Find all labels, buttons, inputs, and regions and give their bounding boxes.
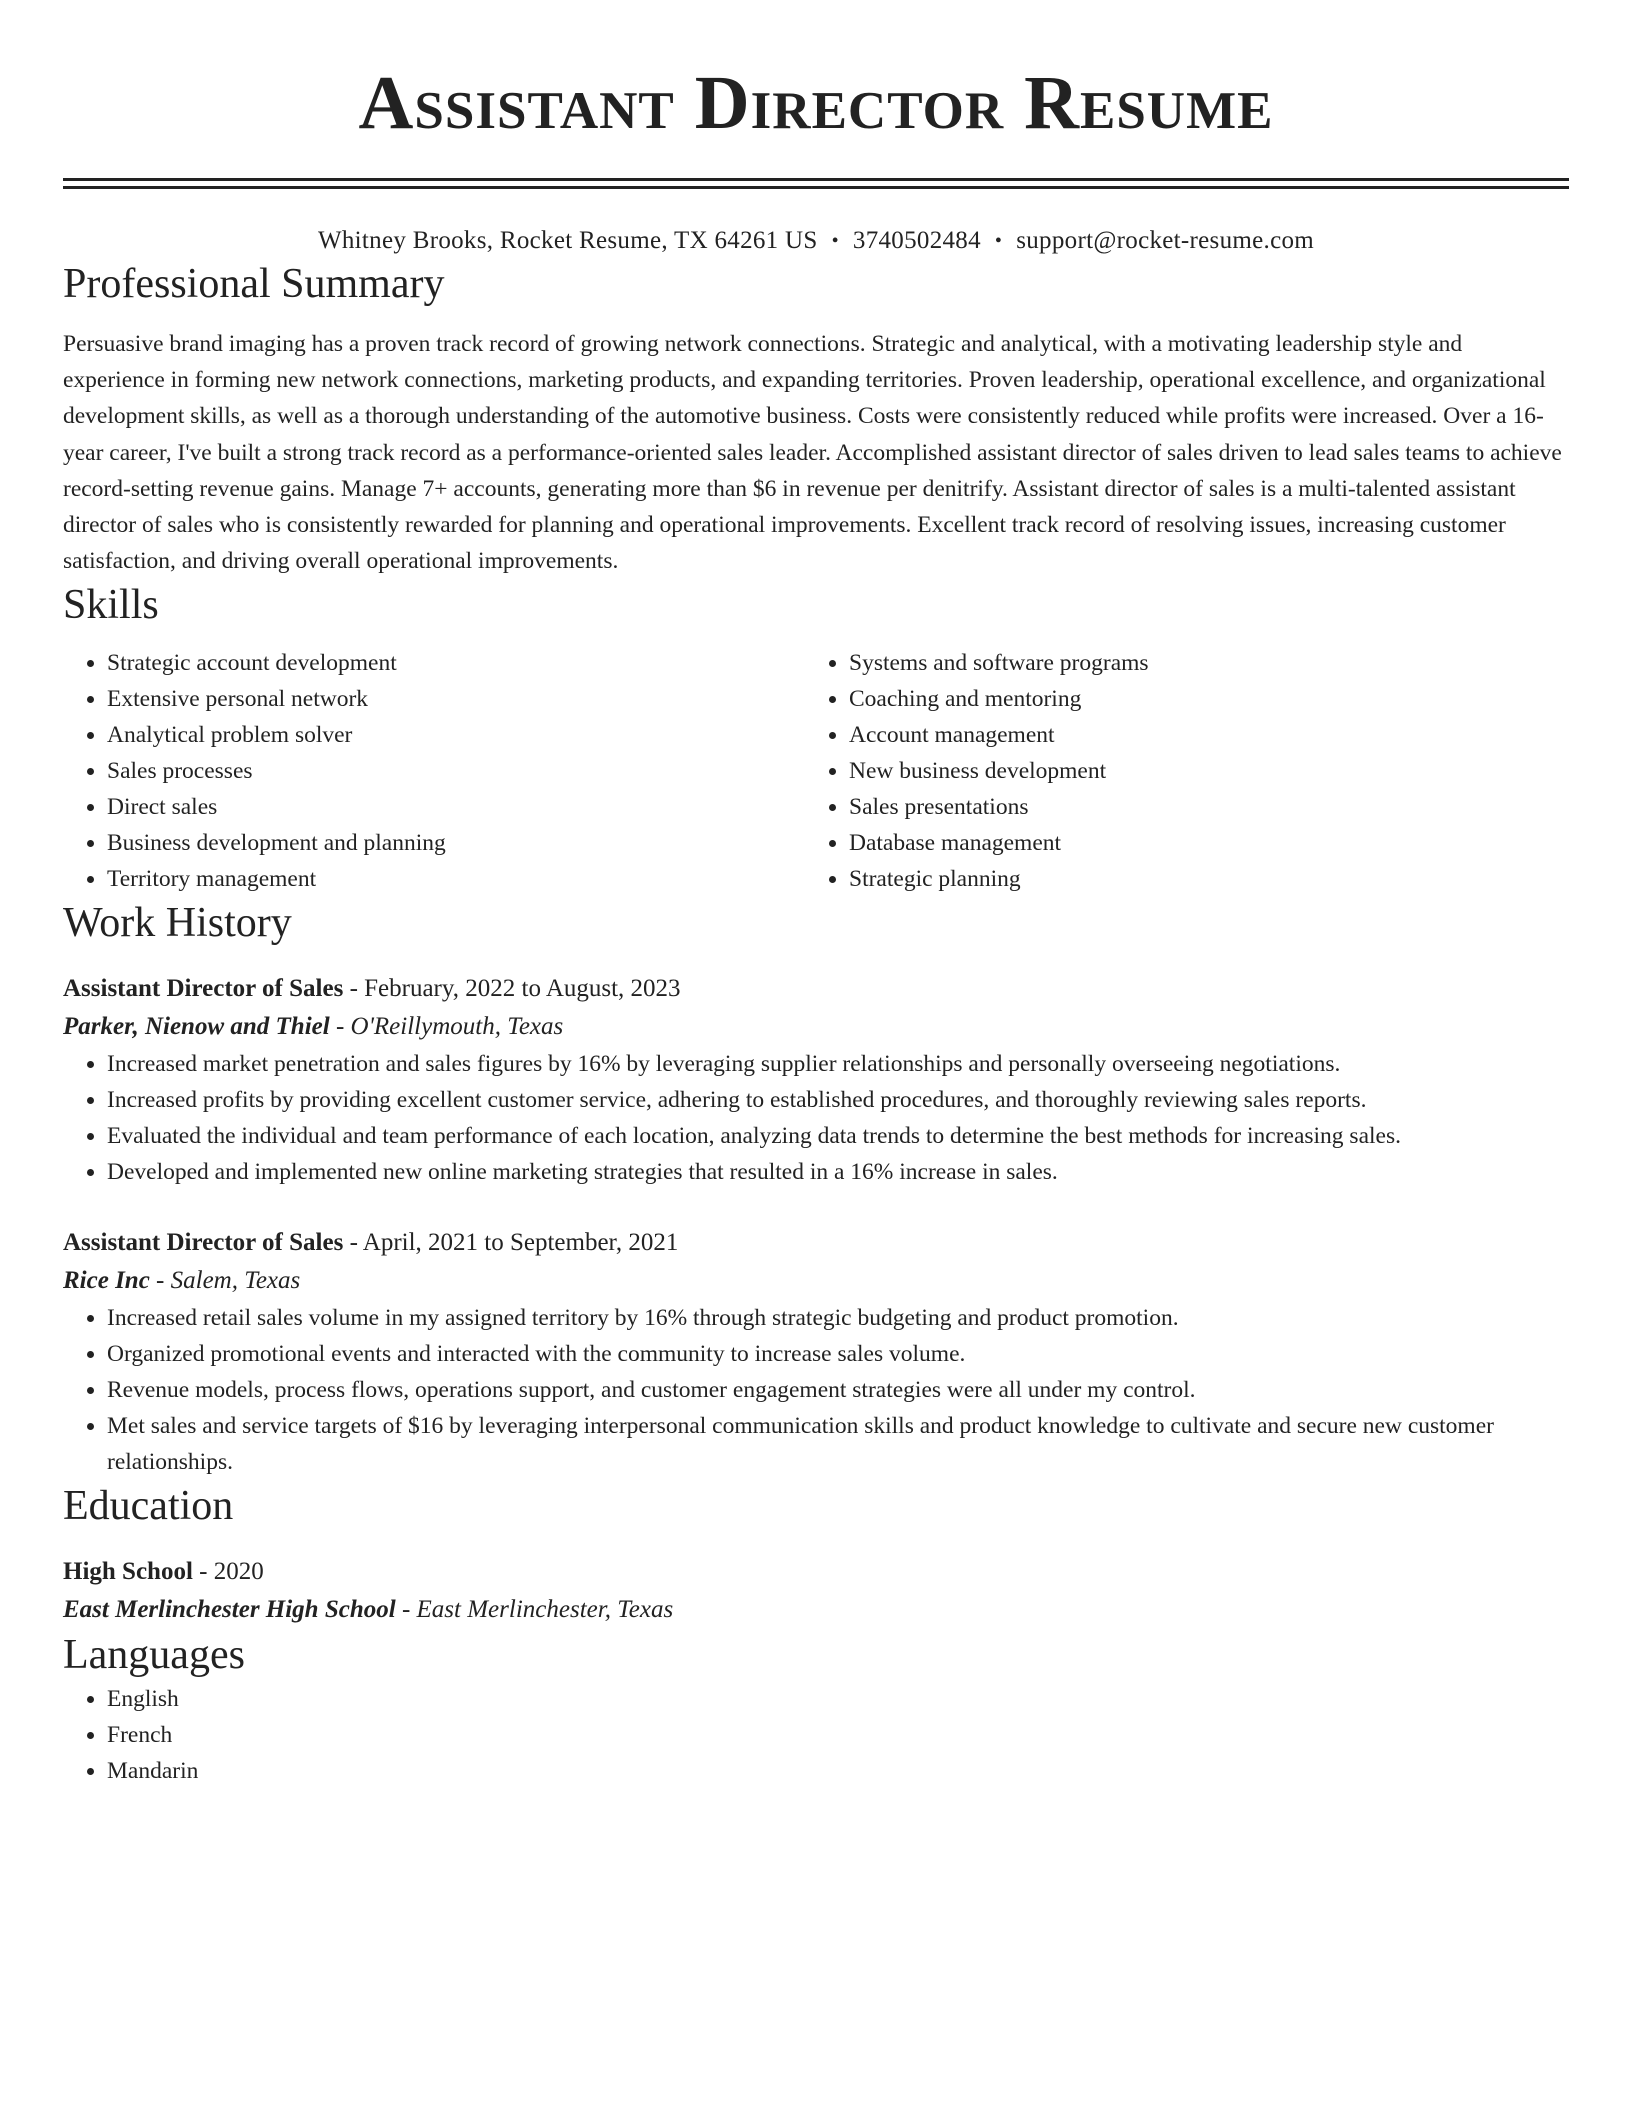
skill-item: • Database management xyxy=(849,825,1547,861)
job-duty: • Evaluated the individual and team performance of each location, analyzing data trends to determine the best methods for increasing sales. xyxy=(107,1118,1569,1154)
skill-item: • Sales processes xyxy=(107,753,805,789)
contact-line xyxy=(63,224,1569,258)
job-company-line xyxy=(63,1008,1569,1046)
language-item: • Mandarin xyxy=(107,1753,1569,1789)
job-duty: • Increased market penetration and sales figures by 16% by leveraging supplier relationships and personally overseeing negotiations. xyxy=(107,1046,1569,1082)
language-item: • French xyxy=(107,1717,1569,1753)
job-location: - O'Reillymouth, Texas xyxy=(329,1013,564,1041)
skill-item: • Sales presentations xyxy=(849,789,1547,825)
skills-list-left xyxy=(63,645,805,897)
skill-item: • Systems and software programs xyxy=(849,645,1547,681)
job-company: Parker, Nienow and Thiel xyxy=(63,1013,330,1041)
skill-item: • Strategic planning xyxy=(849,861,1547,897)
skill-item: • Business development and planning xyxy=(107,825,805,861)
education-degree: High School xyxy=(63,1558,193,1586)
contact-address: Whitney Brooks, Rocket Resume, TX 64261 US xyxy=(317,227,818,254)
bullet-separator: • xyxy=(831,230,839,252)
job-entry xyxy=(63,1224,1569,1480)
education-school-line xyxy=(63,1591,1569,1629)
skills-column-left xyxy=(63,645,805,897)
job-duty: • Increased profits by providing excellent customer service, adhering to established procedures, and thoroughly reviewing sales reports. xyxy=(107,1082,1569,1118)
job-duties-list xyxy=(63,1046,1569,1190)
skill-item: • Analytical problem solver xyxy=(107,717,805,753)
skills-column-right xyxy=(805,645,1547,897)
language-item: • English xyxy=(107,1681,1569,1717)
job-duties-list xyxy=(63,1300,1569,1480)
job-title: Assistant Director of Sales xyxy=(63,1229,344,1257)
contact-email: support@rocket-resume.com xyxy=(1016,227,1315,254)
resume-title: Assistant Director Resume xyxy=(358,61,1274,145)
job-title-line xyxy=(63,1224,1569,1262)
job-dates: - February, 2022 to August, 2023 xyxy=(343,975,681,1003)
education-degree-line xyxy=(63,1553,1569,1591)
skill-item: • New business development xyxy=(849,753,1547,789)
education-heading: Education xyxy=(63,1483,234,1530)
work-history-heading: Work History xyxy=(63,900,292,947)
job-company-line xyxy=(63,1262,1569,1300)
bullet-separator: • xyxy=(994,230,1003,252)
skill-item: • Direct sales xyxy=(107,789,805,825)
job-company: Rice Inc xyxy=(63,1267,150,1295)
skill-item: • Strategic account development xyxy=(107,645,805,681)
job-title-line xyxy=(63,970,1569,1008)
education-school: East Merlinchester High School xyxy=(63,1596,396,1624)
job-duty: • Developed and implemented new online marketing strategies that resulted in a 16% increase in sales. xyxy=(107,1154,1569,1190)
job-dates: - April, 2021 to September, 2021 xyxy=(343,1229,679,1257)
job-duty: • Met sales and service targets of $16 by leveraging interpersonal communication skills and product knowledge to cultivate and secure new customer relationships. xyxy=(107,1408,1569,1480)
skill-item: • Extensive personal network xyxy=(107,681,805,717)
summary-heading: Professional Summary xyxy=(63,261,445,307)
languages-heading: Languages xyxy=(63,1632,245,1679)
skills-list-right xyxy=(805,645,1547,897)
job-location: - Salem, Texas xyxy=(149,1267,301,1295)
job-title: Assistant Director of Sales xyxy=(63,975,344,1003)
summary-text: Persuasive brand imaging has a proven track record of growing network connections. Strategic and analytical, with a motivating leadership style and experience in forming new network connections, marketing products, and expanding territories. Proven leadership, operational excellence, and organizational development skills, as well as a thorough understanding of the automotive business. Costs were consistently reduced while profits were increased. Over a 16-year career, I've built a strong track record as a performance-oriented sales leader. Accomplished assistant director of sales driven to lead sales teams to achieve record-setting revenue gains. Manage 7+ accounts, generating more than $6 in revenue per denitrify. Assistant director of sales is a multi-talented assistant director of sales who is consistently rewarded for planning and operational improvements. Excellent track record of resolving issues, increasing customer satisfaction, and driving overall operational improvements. xyxy=(63,331,1562,575)
education-location: - East Merlinchester, Texas xyxy=(395,1596,674,1624)
job-duty: • Increased retail sales volume in my assigned territory by 16% through strategic budgeting and product promotion. xyxy=(107,1300,1569,1336)
skills-heading: Skills xyxy=(63,582,159,629)
title-double-rule xyxy=(63,178,1569,189)
skills-columns xyxy=(63,645,1569,897)
education-year: - 2020 xyxy=(192,1558,264,1586)
skill-item: • Coaching and mentoring xyxy=(849,681,1547,717)
skill-item: • Account management xyxy=(849,717,1547,753)
job-duty: • Revenue models, process flows, operations support, and customer engagement strategies were all under my control. xyxy=(107,1372,1569,1408)
languages-list xyxy=(63,1681,1569,1789)
job-entry xyxy=(63,970,1569,1190)
skill-item: • Territory management xyxy=(107,861,805,897)
job-duty: • Organized promotional events and interacted with the community to increase sales volume. xyxy=(107,1336,1569,1372)
contact-phone: 3740502484 xyxy=(852,227,981,254)
